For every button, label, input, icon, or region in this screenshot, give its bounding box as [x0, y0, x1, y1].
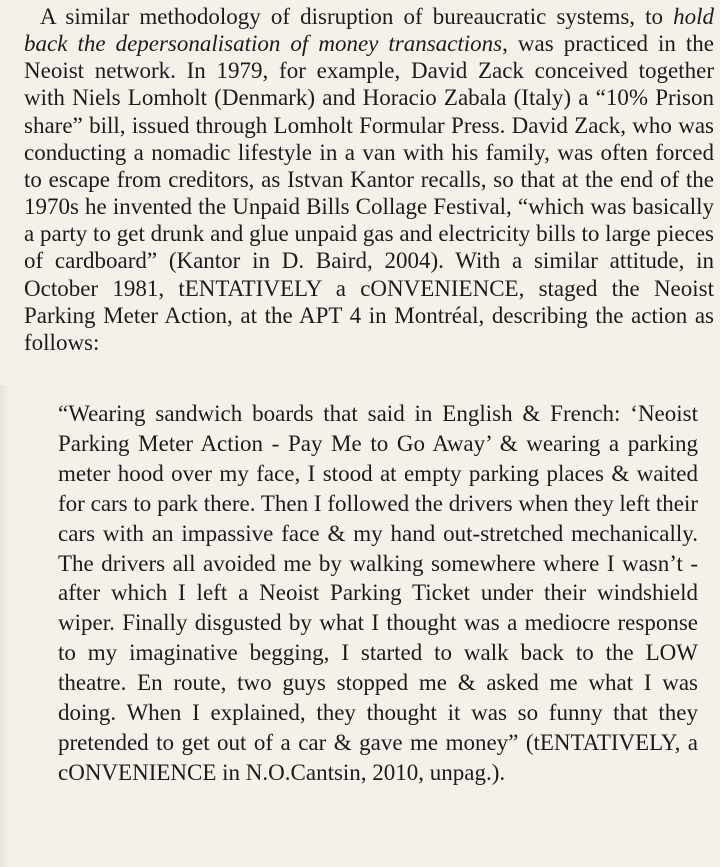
paragraph-text-end: , was practiced in the Neoist network. In 1979, for example, David Zack conceived together with Niels Lomholt (Denmark) and Horacio Zabala (Italy) a “10% Prison share” bill, issued through Lomholt Formular Press. David Zack, who was conducting a nomadic lifestyle in a van with his family, was often forced to escape from creditors, as Istvan Kantor recalls, so that at the end of the 1970s he invented the Unpaid Bills Collage Festival, “which was basically a party to get drunk and glue unpaid gas and electricity bills to large pieces of cardboard” (Kantor in D. Baird, 2004). With a similar attitude, in October 1981, tENTATIVELY a cONVENIENCE, staged the Neoist Parking Meter Action, at the APT 4 in Montréal, describing the action as follows: [24, 31, 715, 355]
italic-emphasis: hold back the depersonalisation of money transactions [24, 4, 714, 57]
block-quote: “Wearing sandwich boards that said in English & French: ‘Neoist Parking Meter Action - Pay Me to Go Away’ & wearing a parking meter hood over my face, I stood at empty parking places & waited for cars to park there. Then I followed the drivers when they left their cars with an impassive face & my hand out-stretched mechanically. The drivers all avoided me by walking somewhere where I wasn’t - after which I left a Neoist Parking Ticket under their windshield wiper. Finally disgusted by what I thought was a mediocre response to my imaginative begging, I started to walk back to the LOW theatre. En route, two guys stopped me & asked me what I was doing. When I explained, they thought it was so funny that they pretended to get out of a car & gave me money” (tENTATIVELY, a cONVENIENCE in N.O.Cantsin, 2010, unpag.). [58, 401, 698, 785]
page-edge-shadow [0, 385, 10, 867]
body-paragraph [24, 3, 714, 356]
paragraph-text-start: A similar methodology of disruption of bureaucratic systems, to [40, 4, 674, 29]
